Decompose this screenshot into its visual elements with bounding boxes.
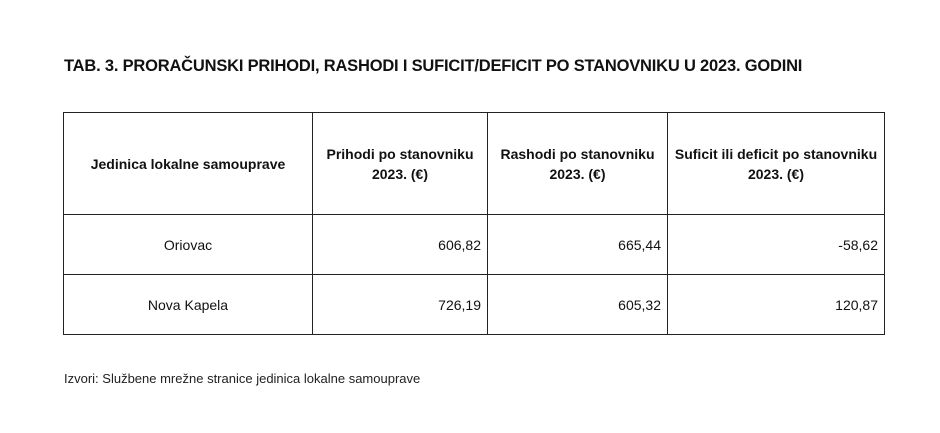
table-row xyxy=(64,215,885,275)
cell-expenditure: 665,44 xyxy=(488,215,668,275)
header-unit: Jedinica lokalne samouprave xyxy=(64,113,313,215)
cell-balance: -58,62 xyxy=(668,215,885,275)
budget-table xyxy=(63,112,885,335)
source-note: Izvori: Službene mrežne stranice jedinica lokalne samouprave xyxy=(64,371,421,386)
cell-balance: 120,87 xyxy=(668,275,885,335)
cell-revenue: 726,19 xyxy=(313,275,488,335)
table-header-row xyxy=(64,113,885,215)
table-row xyxy=(64,275,885,335)
cell-unit: Oriovac xyxy=(64,215,313,275)
cell-unit: Nova Kapela xyxy=(64,275,313,335)
table-title: TAB. 3. PRORAČUNSKI PRIHODI, RASHODI I SUFICIT/DEFICIT PO STANOVNIKU U 2023. GODINI xyxy=(64,57,803,75)
cell-expenditure: 605,32 xyxy=(488,275,668,335)
header-expenditure: Rashodi po stanovniku 2023. (€) xyxy=(488,113,668,215)
header-revenue: Prihodi po stanovniku 2023. (€) xyxy=(313,113,488,215)
header-balance: Suficit ili deficit po stanovniku 2023. (€) xyxy=(668,113,885,215)
cell-revenue: 606,82 xyxy=(313,215,488,275)
